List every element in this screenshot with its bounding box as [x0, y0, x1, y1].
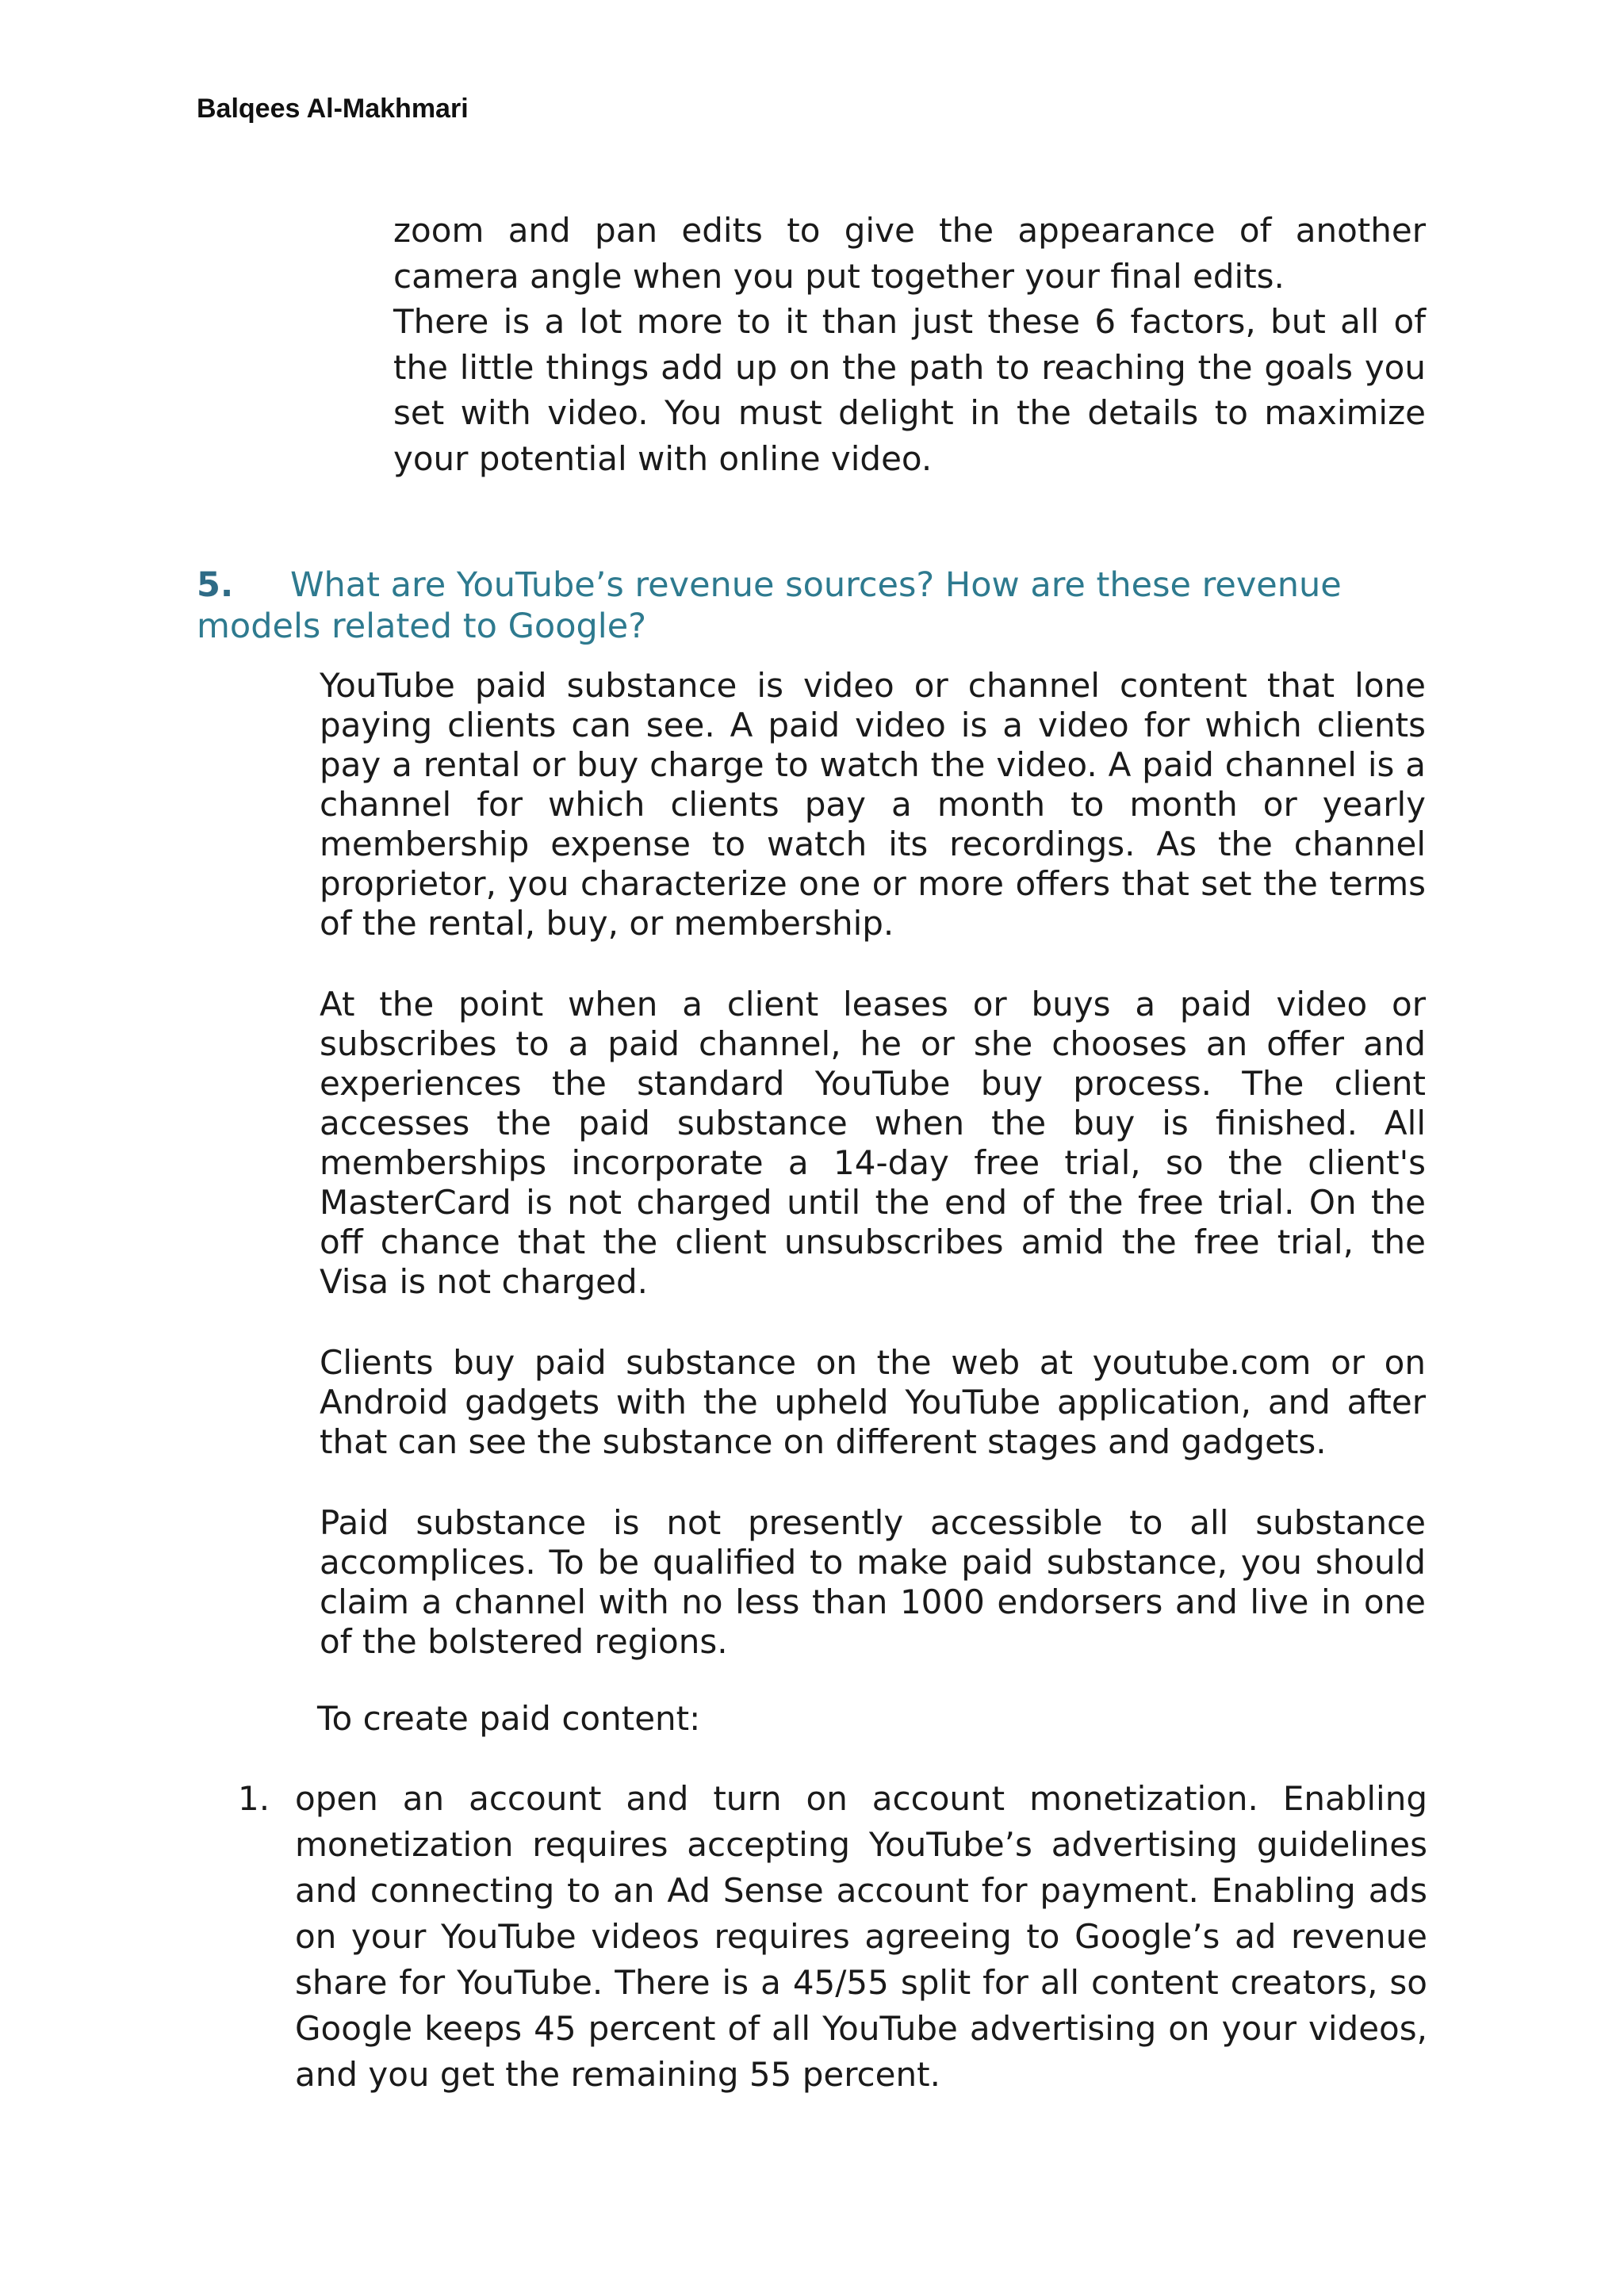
- continuation-text: [393, 208, 1426, 481]
- list-intro: To create paid content:: [317, 1699, 701, 1738]
- body-paragraph-3: [320, 1343, 1426, 1462]
- paragraph-text: Paid substance is not presently accessible to all substance accomplices. To be qualified to make paid substance, you should claim a channel with no less than 1000 endorsers and live in one of the bolstered regions.: [320, 1503, 1426, 1661]
- list-item-number: 1.: [238, 1779, 270, 1818]
- continuation-paragraph-1: zoom and pan edits to give the appearance of another camera angle when you put together your final edits.: [393, 211, 1426, 296]
- section-title: What are YouTube’s revenue sources? How are these revenue models related to Google?: [197, 565, 1342, 646]
- body-paragraph-2: [320, 985, 1426, 1302]
- page-header-author: Balqees Al-Makhmari: [197, 94, 469, 124]
- list-item: [238, 1776, 1427, 2098]
- paragraph-text: At the point when a client leases or buys a paid video or subscribes to a paid channel, he or she chooses an offer and experiences the standard YouTube buy process. The client accesses the paid substance when the buy is finished. All memberships incorporate a 14-day free trial, so the client's MasterCard is not charged until the end of the free trial. On the off chance that the client unsubscribes amid the free trial, the Visa is not charged.: [320, 985, 1426, 1301]
- section-number: 5.: [197, 565, 234, 605]
- body-paragraph-1: [320, 666, 1426, 943]
- list-item-text: open an account and turn on account monetization. Enabling monetization requires accepting YouTube’s advertising guidelines and connecting to an Ad Sense account for payment. Enabling ads on your YouTube videos requires agreeing to Google’s ad revenue share for YouTube. There is a 45/55 split for all content creators, so Google keeps 45 percent of all YouTube advertising on your videos, and you get the remaining 55 percent.: [295, 1779, 1427, 2094]
- paragraph-text: YouTube paid substance is video or channel content that lone paying clients can see. A paid video is a video for which clients pay a rental or buy charge to watch the video. A paid channel is a channel for which clients pay a month to month or yearly membership expense to watch its recordings. As the channel proprietor, you characterize one or more offers that set the terms of the rental, buy, or membership.: [320, 666, 1426, 943]
- continuation-paragraph-2: There is a lot more to it than just these 6 factors, but all of the little things add up on the path to reaching the goals you set with video. You must delight in the details to maximize your potential with online video.: [393, 302, 1426, 478]
- body-paragraph-4: [320, 1503, 1426, 1662]
- numbered-list: [238, 1776, 1427, 2098]
- paragraph-text: Clients buy paid substance on the web at youtube.com or on Android gadgets with the upheld YouTube application, and after that can see the substance on different stages and gadgets.: [320, 1343, 1426, 1461]
- section-heading: [197, 564, 1434, 647]
